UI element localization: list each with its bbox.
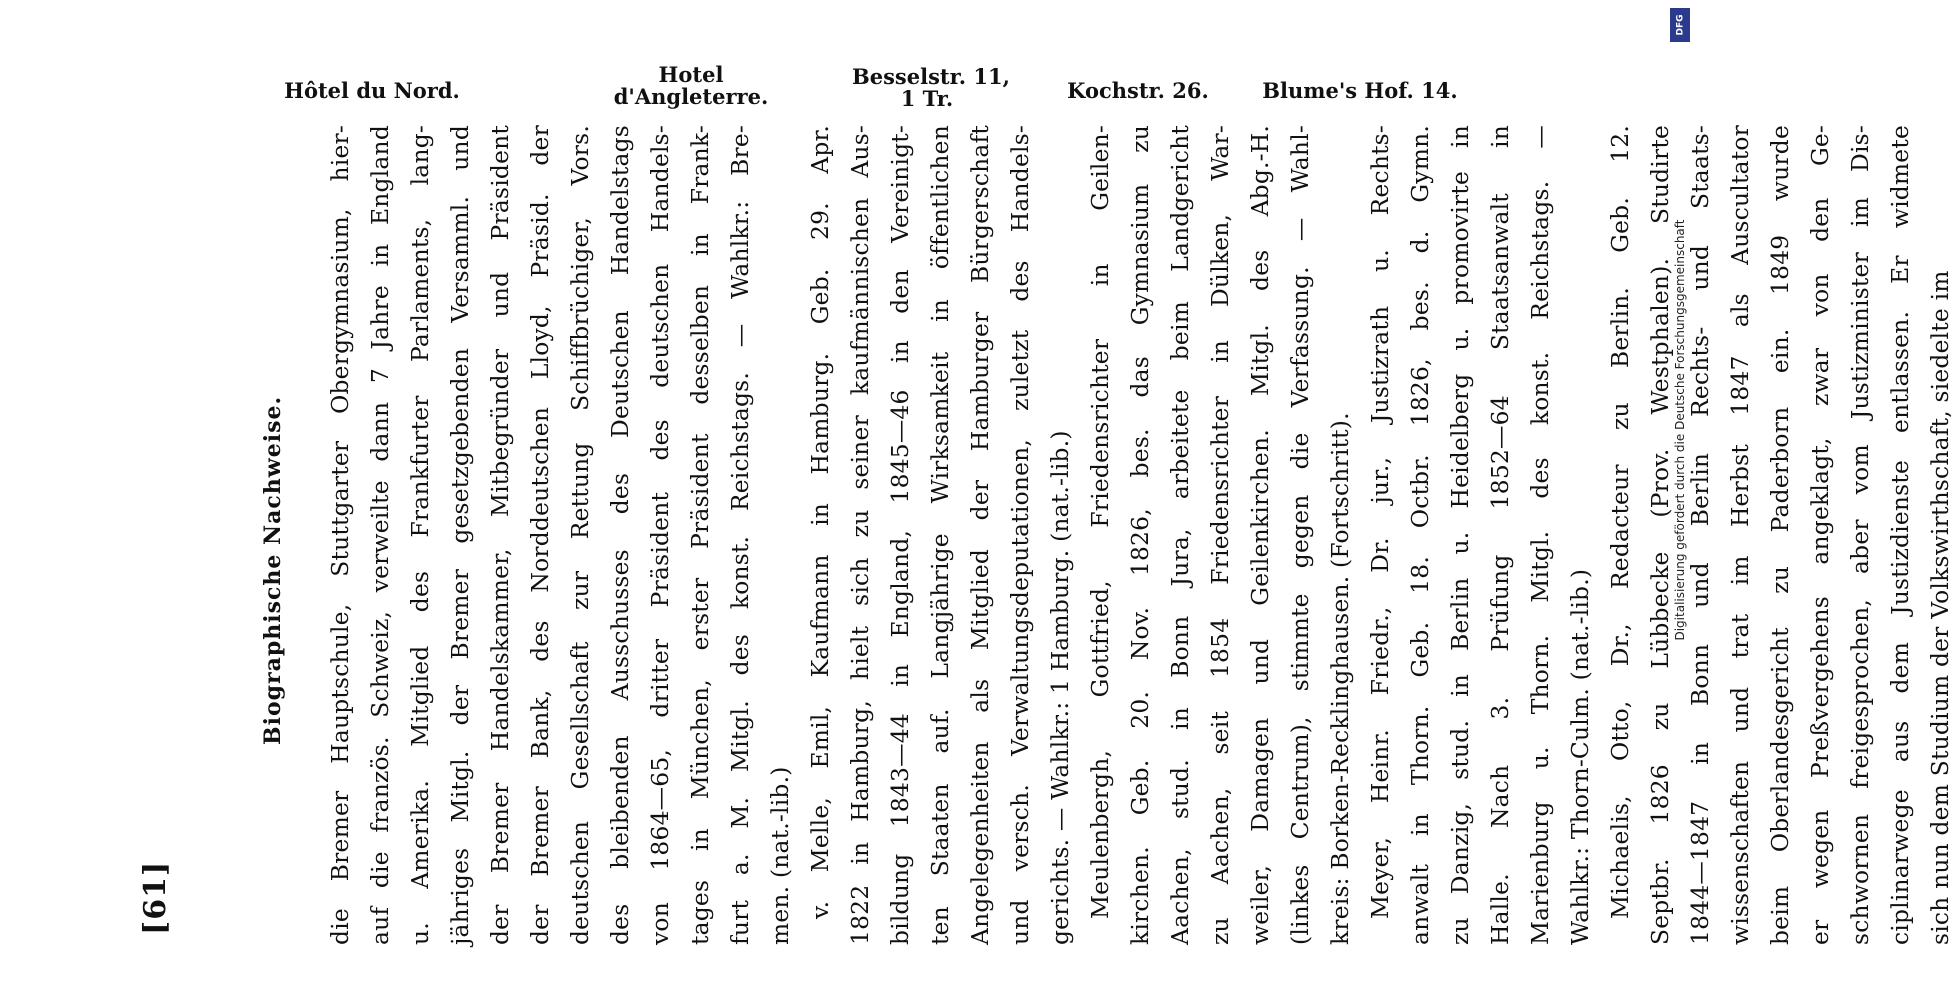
text-line: kreis: Borken-Recklinghausen. (Fortschritt). bbox=[1326, 412, 1354, 945]
margin-note-blumes-hof bbox=[1255, 80, 1465, 102]
text-line: des bleibenden Ausschusses des Deutschen Handelstags bbox=[606, 125, 634, 945]
text-line: ten Staaten auf. Langjährige Wirksamkeit in öffentlichen bbox=[926, 125, 954, 945]
dfg-logo bbox=[1670, 8, 1690, 42]
text-line: wissenschaften und trat im Herbst 1847 als Auscultator bbox=[1726, 125, 1754, 945]
text-line: anwalt in Thorn. Geb. 18. Octbr. 1826, bes. d. Gymn. bbox=[1406, 125, 1434, 945]
text-line: 1844—1847 in Bonn und Berlin Rechts- und Staats- bbox=[1686, 125, 1714, 945]
text-line: kirchen. Geb. 20. Nov. 1826, bes. das Gymnasium zu bbox=[1126, 125, 1154, 945]
text-line: 1822 in Hamburg, hielt sich zu seiner kaufmännischen Aus- bbox=[846, 125, 874, 945]
running-title: Biographische Nachweise. bbox=[260, 395, 286, 745]
text-line: weiler, Damagen und Geilenkirchen. Mitgl. des Abg.-H. bbox=[1246, 125, 1274, 945]
text-line: Marienburg u. Thorn. Mitgl. des konst. Reichstags. — bbox=[1526, 125, 1554, 945]
margin-note-hotel-du-nord bbox=[272, 80, 472, 102]
text-line: deutschen Gesellschaft zur Rettung Schiffbrüchiger, Vors. bbox=[566, 125, 594, 945]
text-line: die Bremer Hauptschule, Stuttgarter Obergymnasium, hier- bbox=[326, 125, 354, 945]
text-line: u. Amerika. Mitglied des Frankfurter Parlaments, lang- bbox=[406, 125, 434, 945]
text-line: Angelegenheiten als Mitglied der Hamburger Bürgerschaft bbox=[966, 125, 994, 945]
text-line: von 1864—65, dritter Präsident des deutschen Handels- bbox=[646, 125, 674, 945]
text-line: der Bremer Handelskammer, Mitbegründer und Präsident bbox=[486, 125, 514, 945]
text-line: Halle. Nach 3. Prüfung 1852—64 Staatsanwalt in bbox=[1486, 125, 1514, 945]
margin-note-line: Hôtel du Nord. bbox=[284, 78, 460, 103]
margin-note-line: Hotel bbox=[658, 62, 724, 87]
text-line: bildung 1843—44 in England, 1845—46 in den Vereinigt- bbox=[886, 125, 914, 945]
text-line: ciplinarwege aus dem Justizdienste entlassen. Er widmete bbox=[1886, 125, 1914, 945]
margin-note-kochstr bbox=[1048, 80, 1228, 102]
margin-note-hotel-angleterre bbox=[596, 64, 786, 108]
text-line: furt a. M. Mitgl. des konst. Reichstags. — Wahlkr.: Bre- bbox=[726, 125, 754, 945]
text-line: beim Oberlandesgericht zu Paderborn ein. 1849 wurde bbox=[1766, 125, 1794, 945]
text-line: auf die französ. Schweiz, verweilte dann 7 Jahre in England bbox=[366, 125, 394, 945]
dfg-logo-text: DFG bbox=[1675, 14, 1686, 36]
running-head bbox=[130, 125, 286, 945]
margin-note-line: d'Angleterre. bbox=[613, 84, 769, 109]
margin-note-line: Blume's Hof. 14. bbox=[1262, 78, 1458, 103]
text-line: Meyer, Heinr. Friedr., Dr. jur., Justizrath u. Rechts- bbox=[1366, 125, 1394, 919]
text-line: tages in München, erster Präsident desselben in Frank- bbox=[686, 125, 714, 945]
text-line: zu Danzig, stud. in Berlin u. Heidelberg u. promovirte in bbox=[1446, 125, 1474, 945]
text-line: zu Aachen, seit 1854 Friedensrichter in Dülken, War- bbox=[1206, 125, 1234, 945]
text-line: Wahlkr.: Thorn-Culm. (nat.-lib.) bbox=[1566, 568, 1594, 945]
text-line: schwornen freigesprochen, aber vom Justizminister im Dis- bbox=[1846, 125, 1874, 945]
text-line: Aachen, stud. in Bonn Jura, arbeitete beim Landgericht bbox=[1166, 125, 1194, 945]
text-line: Meulenbergh, Gottfried, Friedensrichter in Geilen- bbox=[1086, 125, 1114, 919]
page-number: [61] bbox=[138, 860, 173, 935]
margin-note-line: 1 Tr. bbox=[900, 86, 954, 111]
digitization-credit: Digitalisierung gefördert durch die Deutsche Forschungsgemeinschaft bbox=[1673, 219, 1687, 641]
text-line: er wegen Preßvergehens angeklagt, zwar von den Ge- bbox=[1806, 125, 1834, 945]
text-line: Michaelis, Otto, Dr., Redacteur zu Berlin. Geb. 12. bbox=[1606, 125, 1634, 919]
margin-note-line: Kochstr. 26. bbox=[1067, 78, 1209, 103]
text-line: der Bremer Bank, des Norddeutschen Lloyd, Präsid. der bbox=[526, 125, 554, 945]
text-line: und versch. Verwaltungsdeputationen, zuletzt des Handels- bbox=[1006, 125, 1034, 945]
text-line: men. (nat.-lib.) bbox=[766, 766, 794, 945]
text-line: Septbr. 1826 zu Lübbecke (Prov. Westphalen). Studirte bbox=[1646, 125, 1674, 945]
text-line: (linkes Centrum), stimmte gegen die Verfassung. — Wahl- bbox=[1286, 125, 1314, 945]
text-line: v. Melle, Emil, Kaufmann in Hamburg. Geb. 29. Apr. bbox=[806, 125, 834, 919]
margin-note-line: Besselstr. 11, bbox=[852, 64, 1010, 89]
text-line: sich nun dem Studium der Volkswirthschaft, siedelte im bbox=[1926, 270, 1954, 945]
text-line: gerichts. — Wahlkr.: 1 Hamburg. (nat.-lib.) bbox=[1046, 430, 1074, 945]
text-line: jähriges Mitgl. der Bremer gesetzgebenden Versamml. und bbox=[446, 125, 474, 945]
margin-note-besselstr bbox=[852, 64, 1010, 111]
